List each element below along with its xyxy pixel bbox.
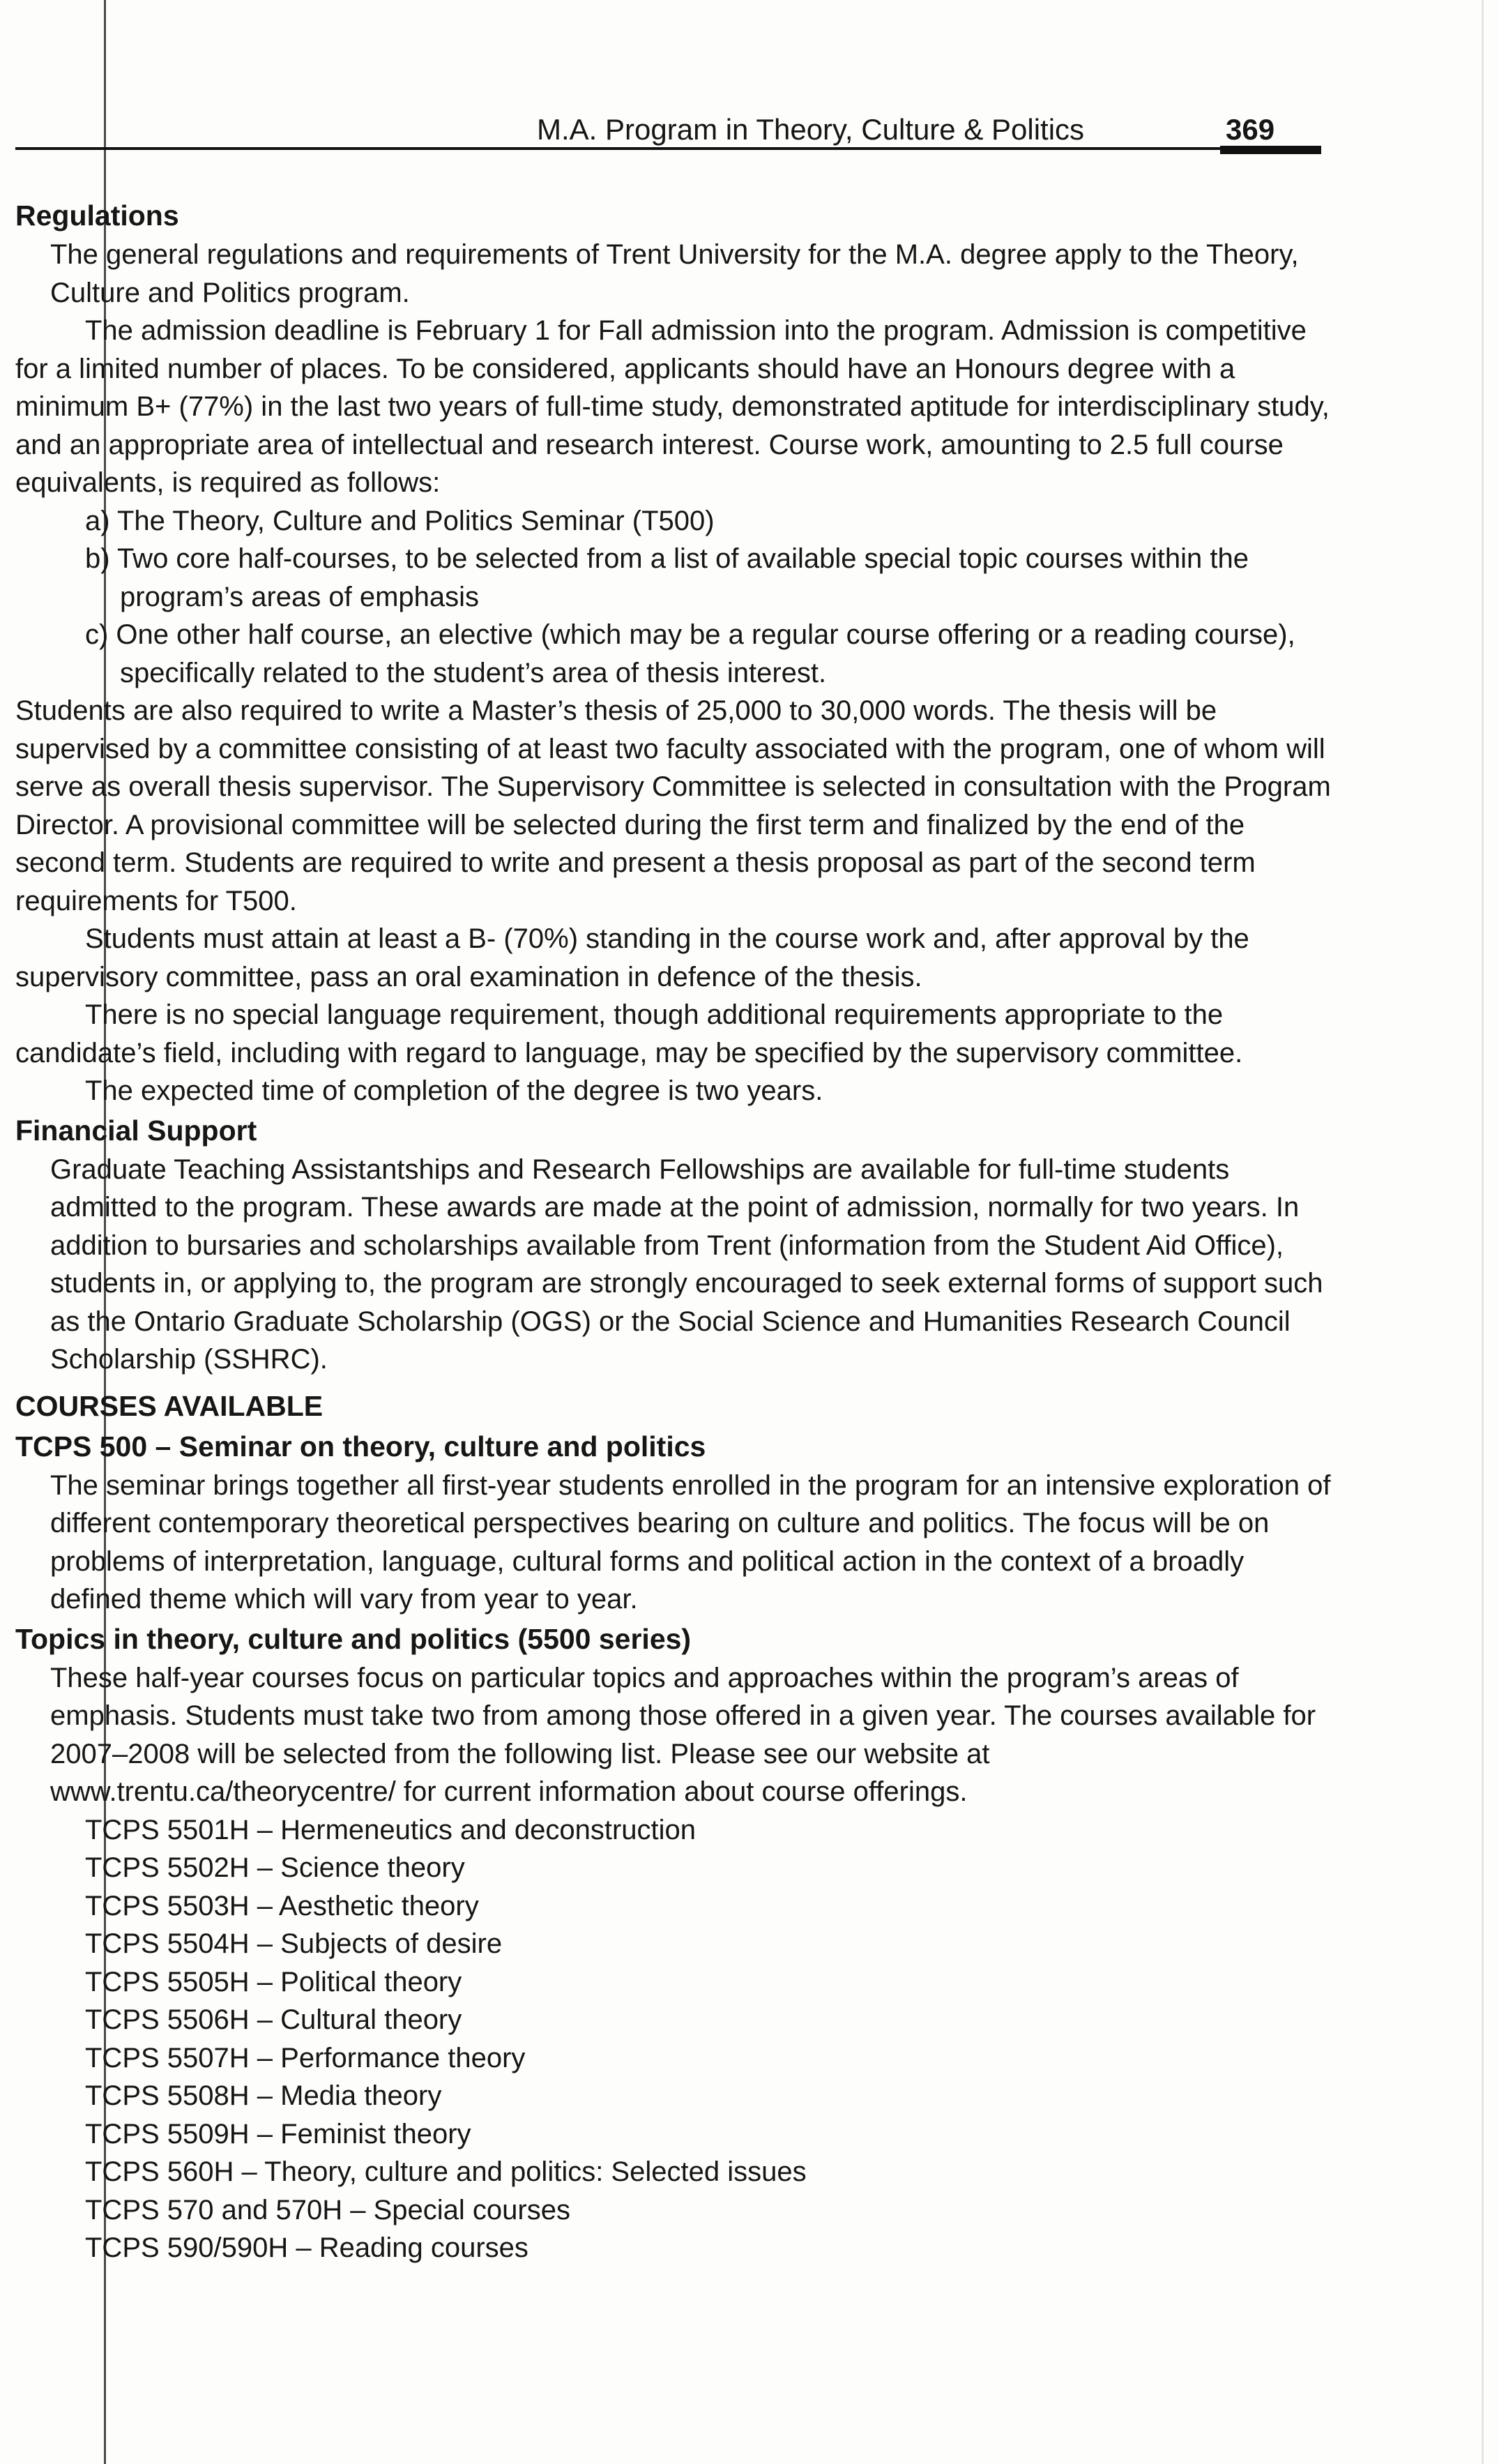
courses-available-heading: COURSES AVAILABLE [15, 1389, 324, 1422]
financial-support-heading: Financial Support [15, 1114, 257, 1147]
course-list-item: TCPS 5504H – Subjects of desire [85, 1928, 503, 1959]
course-list-item: TCPS 5508H – Media theory [85, 2080, 442, 2111]
course-list-item: TCPS 590/590H – Reading courses [85, 2232, 528, 2263]
course-list-item: TCPS 5502H – Science theory [85, 1852, 465, 1883]
course-list-item: TCPS 5509H – Feminist theory [85, 2118, 471, 2149]
language-paragraph: There is no special language requirement, though additional requirements appropriate to the candidate’s field, including with regard to language, may be specified by the supervisory committee. [15, 999, 1243, 1068]
coursework-list [15, 502, 1333, 693]
tcps500-heading: TCPS 500 – Seminar on theory, culture and politics [15, 1430, 706, 1462]
course-list [15, 1811, 1333, 2267]
coursework-item-c: c) One other half course, an elective (which may be a regular course offering or a reading course), specifically related to the student’s area of thesis interest. [85, 619, 1295, 688]
topics-heading: Topics in theory, culture and politics (5500 series) [15, 1622, 692, 1655]
course-list-item: TCPS 5505H – Political theory [85, 1966, 462, 1997]
tcps500-paragraph: The seminar brings together all first-year students enrolled in the program for an intensive exploration of different contemporary theoretical perspectives bearing on culture and politics. The focus will be on problems of interpretation, language, cultural forms and political action in the context of a broadly defined theme which will vary from year to year. [50, 1469, 1331, 1615]
regulations-paragraph-1: The general regulations and requirements of Trent University for the M.A. degree apply to the Theory, Culture and Politics program. [50, 239, 1299, 308]
thesis-paragraph: Students are also required to write a Master’s thesis of 25,000 to 30,000 words. The thesis will be supervised by a committee consisting of at least two faculty associated with the program, one of whom will serve as overall thesis supervisor. The Supervisory Committee is selected in consultation with the Program Director. A provisional committee will be selected during the first term and finalized by the end of the second term. Students are required to write and present a thesis proposal as part of the second term requirements for T500. [15, 695, 1331, 916]
main-content [15, 195, 1333, 2267]
page-edge-shadow [1482, 0, 1484, 2464]
course-list-item: TCPS 5507H – Performance theory [85, 2042, 526, 2073]
financial-support-paragraph: Graduate Teaching Assistantships and Research Fellowships are available for full-time students admitted to the program. These awards are made at the point of admission, normally for two years. In addition to bursaries and scholarships available from Trent (information from the Student Aid Office), students in, or applying to, the program are strongly encouraged to seek external forms of support such as the Ontario Graduate Scholarship (OGS) or the Social Science and Humanities Research Council Scholarship (SSHRC). [50, 1154, 1323, 1375]
page-number: 369 [1226, 113, 1275, 146]
running-header-title: M.A. Program in Theory, Culture & Politics [537, 113, 1085, 146]
regulations-paragraph-2: The admission deadline is February 1 for Fall admission into the program. Admission is competitive for a limited number of places. To be considered, applicants should have an Honours degree with a minimum B+ (77%) in the last two years of full-time study, demonstrated aptitude for interdisciplinary study, and an appropriate area of intellectual and research interest. Course work, amounting to 2.5 full course equivalents, is required as follows: [15, 315, 1330, 498]
course-list-item: TCPS 560H – Theory, culture and politics: Selected issues [85, 2156, 807, 2187]
completion-paragraph: The expected time of completion of the degree is two years. [85, 1075, 823, 1106]
coursework-item-b: b) Two core half-courses, to be selected from a list of available special topic courses within the program’s areas of emphasis [85, 543, 1249, 612]
header-rule [15, 147, 1319, 150]
standing-paragraph: Students must attain at least a B- (70%) standing in the course work and, after approval by the supervisory committee, pass an oral examination in defence of the thesis. [15, 923, 1249, 992]
topics-paragraph: These half-year courses focus on particular topics and approaches within the program’s areas of emphasis. Students must take two from among those offered in a given year. The courses available for 2007–2008 will be selected from the following list. Please see our website at www.trentu.ca/theorycentre/ for current information about course offerings. [50, 1662, 1316, 1807]
regulations-heading: Regulations [15, 199, 179, 232]
course-list-item: TCPS 5503H – Aesthetic theory [85, 1890, 479, 1921]
coursework-item-a: a) The Theory, Culture and Politics Seminar (T500) [85, 505, 715, 536]
header-rule-accent [1220, 146, 1321, 154]
course-list-item: TCPS 5501H – Hermeneutics and deconstruction [85, 1814, 697, 1845]
course-list-item: TCPS 570 and 570H – Special courses [85, 2194, 570, 2225]
course-list-item: TCPS 5506H – Cultural theory [85, 2004, 462, 2035]
